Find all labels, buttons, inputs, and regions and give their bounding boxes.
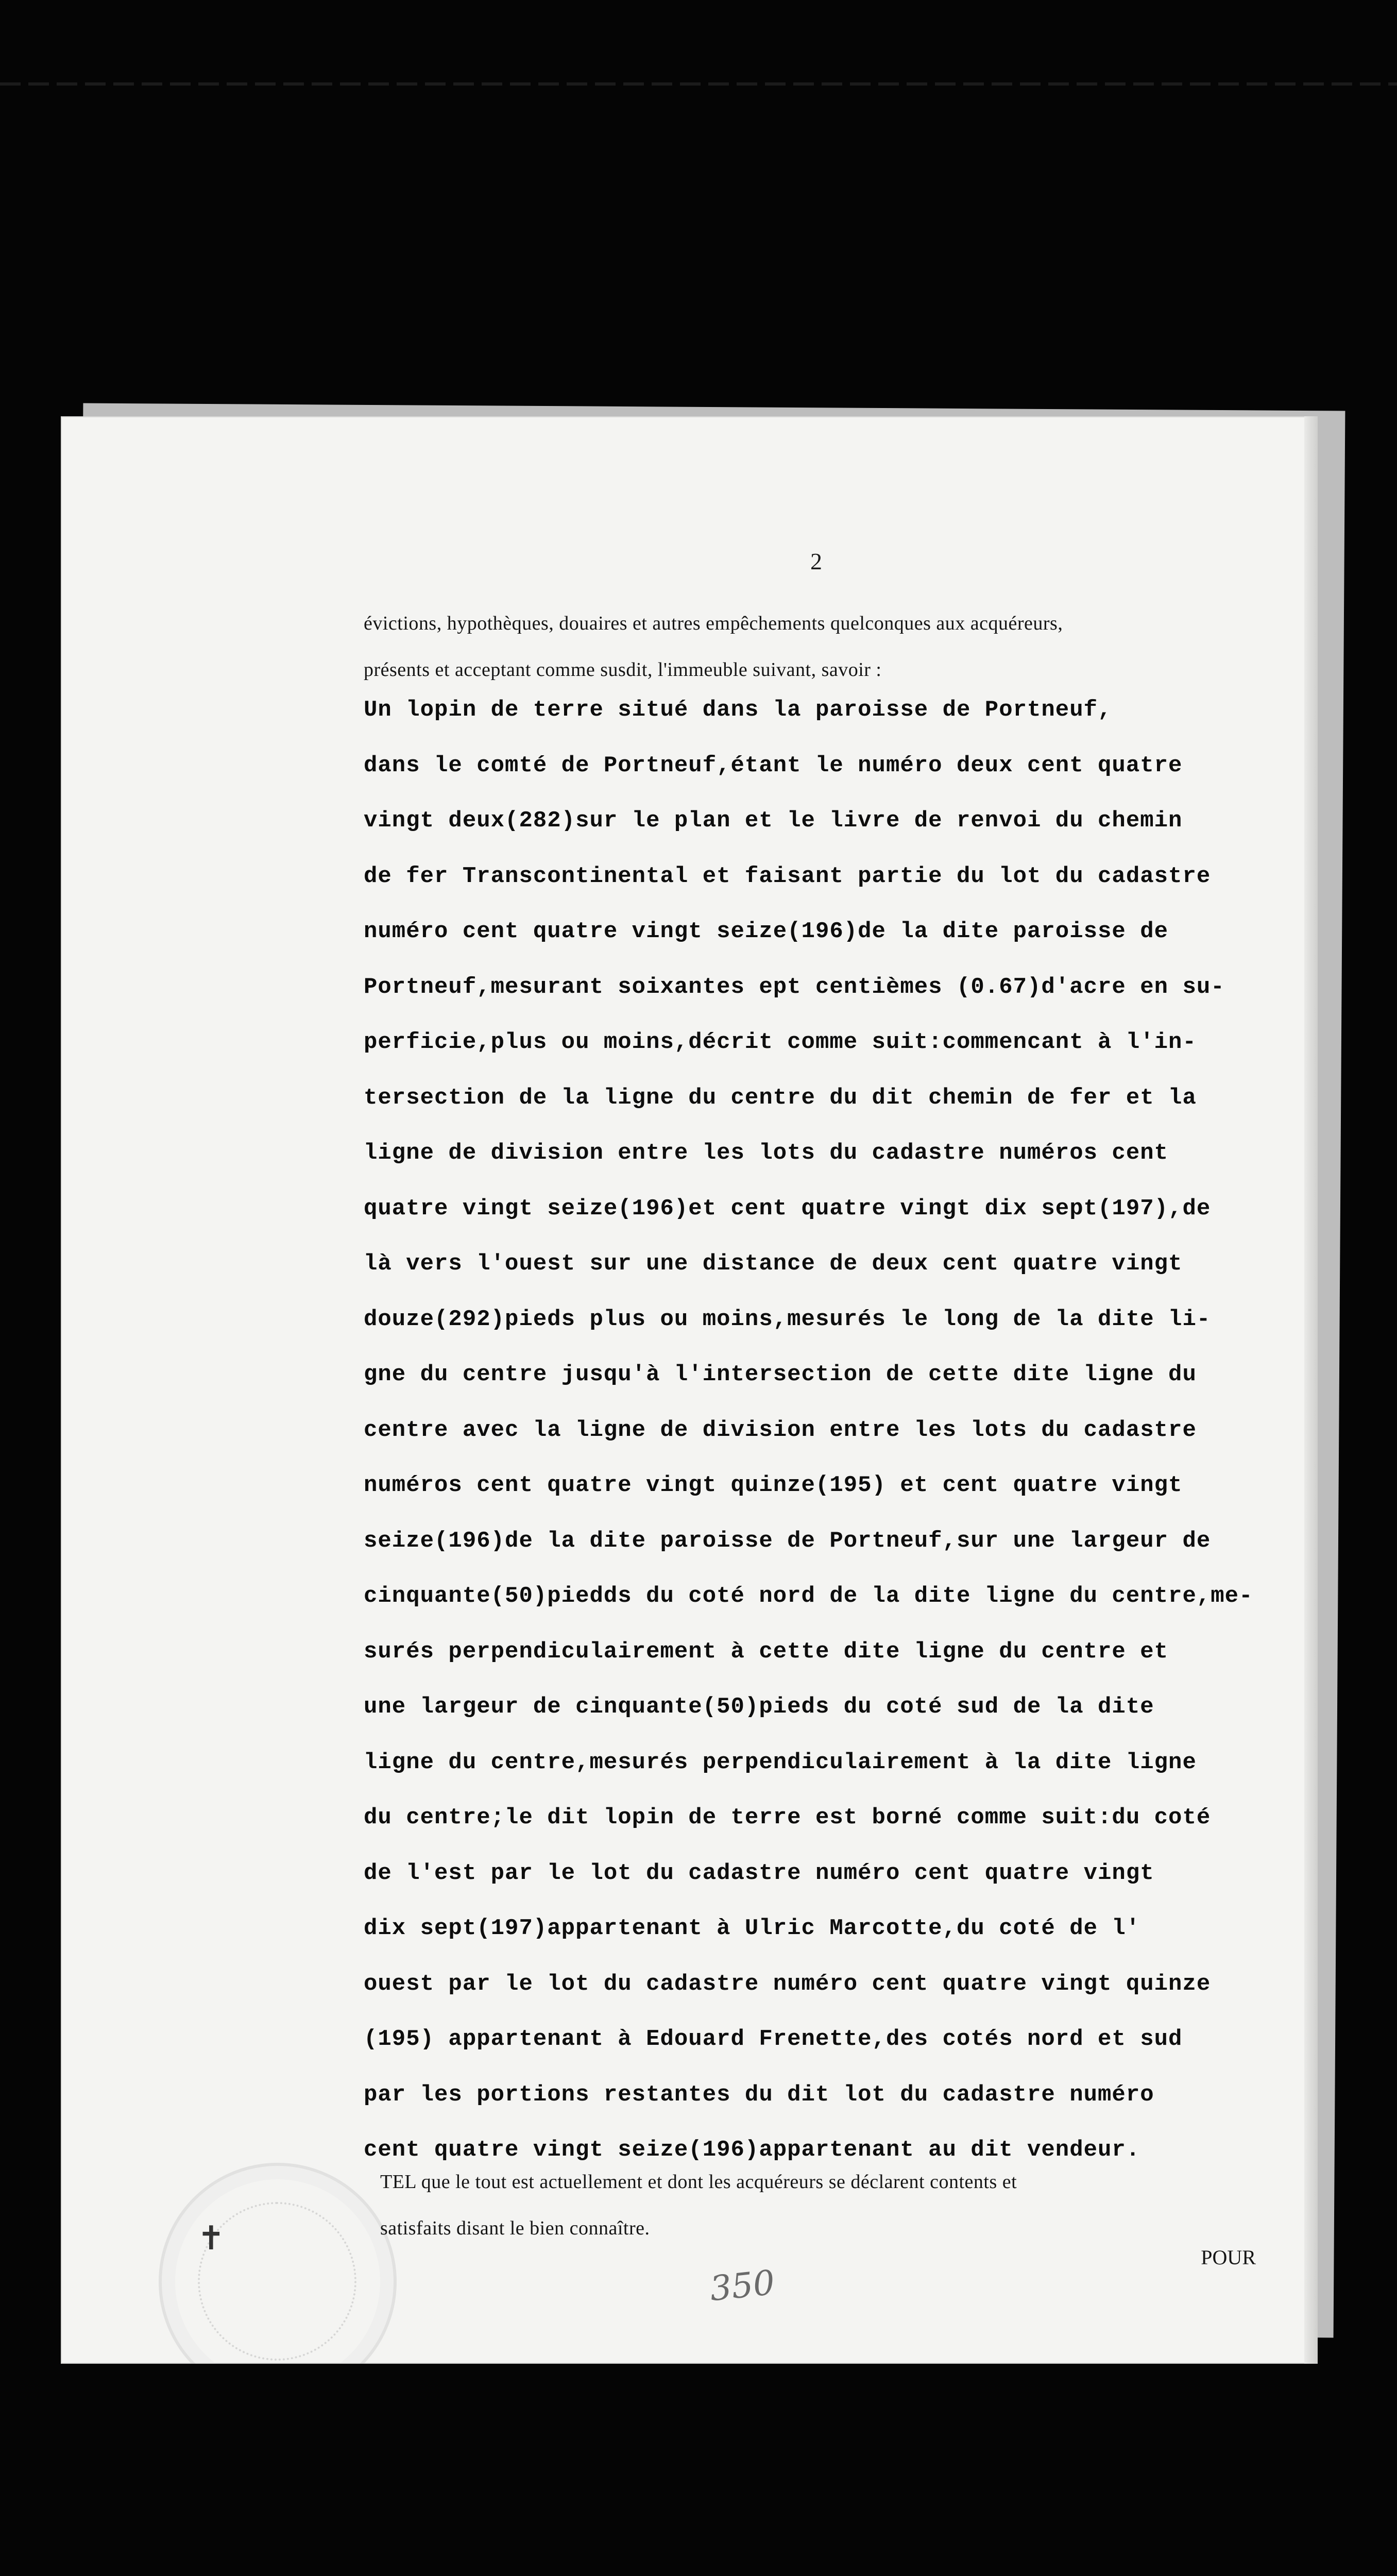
- typed-line: cinquante(50)piedds du coté nord de la dite ligne du centre,me-: [364, 1583, 1253, 1609]
- typed-line: cent quatre vingt seize(196)appartenant au dit vendeur.: [364, 2137, 1140, 2163]
- intro-line-2: présents et acceptant comme susdit, l'immeuble suivant, savoir :: [364, 659, 882, 681]
- page-edge: [1304, 416, 1318, 2364]
- typed-line: (195) appartenant à Edouard Frenette,des cotés nord et sud: [364, 2026, 1183, 2052]
- pencil-note: 350: [708, 2262, 777, 2309]
- typed-line: Portneuf,mesurant soixantes ept centièmes (0.67)d'acre en su-: [364, 974, 1225, 1000]
- scan-artifact-line: [0, 82, 1397, 86]
- typed-line: vingt deux(282)sur le plan et le livre de renvoi du chemin: [364, 808, 1183, 834]
- typed-line: surés perpendiculairement à cette dite ligne du centre et: [364, 1638, 1169, 1665]
- closing-line-1: TEL que le tout est actuellement et dont les acquéreurs se déclarent contents et: [380, 2171, 1017, 2193]
- typed-line: de fer Transcontinental et faisant partie du lot du cadastre: [364, 863, 1211, 889]
- handwritten-mark-icon: ✝: [197, 2219, 225, 2258]
- typed-line: centre avec la ligne de division entre les lots du cadastre: [364, 1417, 1197, 1443]
- document-page: [61, 416, 1318, 2364]
- typed-line: seize(196)de la dite paroisse de Portneuf,sur une largeur de: [364, 1528, 1211, 1554]
- closing-line-2: satisfaits disant le bien connaître.: [380, 2217, 650, 2239]
- typed-line: perficie,plus ou moins,décrit comme suit:commencant à l'in-: [364, 1029, 1197, 1055]
- page-number: 2: [810, 548, 822, 574]
- typed-line: dans le comté de Portneuf,étant le numéro deux cent quatre: [364, 752, 1183, 778]
- catchword: POUR: [1201, 2246, 1256, 2269]
- typed-line: ligne du centre,mesurés perpendiculairement à la dite ligne: [364, 1749, 1197, 1775]
- typed-line: numéros cent quatre vingt quinze(195) et cent quatre vingt: [364, 1472, 1183, 1498]
- typed-line: par les portions restantes du dit lot du cadastre numéro: [364, 2081, 1154, 2108]
- typed-line: douze(292)pieds plus ou moins,mesurés le long de la dite li-: [364, 1306, 1211, 1332]
- typed-line: quatre vingt seize(196)et cent quatre vingt dix sept(197),de: [364, 1195, 1211, 1222]
- typed-line: ouest par le lot du cadastre numéro cent quatre vingt quinze: [364, 1971, 1211, 1997]
- typed-line: tersection de la ligne du centre du dit chemin de fer et la: [364, 1084, 1197, 1111]
- typed-line: dix sept(197)appartenant à Ulric Marcotte,du coté de l': [364, 1916, 1140, 1941]
- typed-line: Un lopin de terre situé dans la paroisse de Portneuf,: [364, 697, 1112, 723]
- embossed-seal-icon: [159, 2163, 397, 2364]
- typed-line: ligne de division entre les lots du cadastre numéros cent: [364, 1140, 1169, 1166]
- typed-line: numéro cent quatre vingt seize(196)de la dite paroisse de: [364, 919, 1169, 944]
- intro-line-1: évictions, hypothèques, douaires et autres empêchements quelconques aux acquéreurs,: [364, 613, 1063, 634]
- typed-line: gne du centre jusqu'à l'intersection de cette dite ligne du: [364, 1362, 1197, 1387]
- typed-line: là vers l'ouest sur une distance de deux cent quatre vingt: [364, 1251, 1183, 1277]
- typed-line: de l'est par le lot du cadastre numéro cent quatre vingt: [364, 1860, 1154, 1886]
- typed-line: du centre;le dit lopin de terre est borné comme suit:du coté: [364, 1805, 1211, 1831]
- typed-line: une largeur de cinquante(50)pieds du coté sud de la dite: [364, 1694, 1154, 1720]
